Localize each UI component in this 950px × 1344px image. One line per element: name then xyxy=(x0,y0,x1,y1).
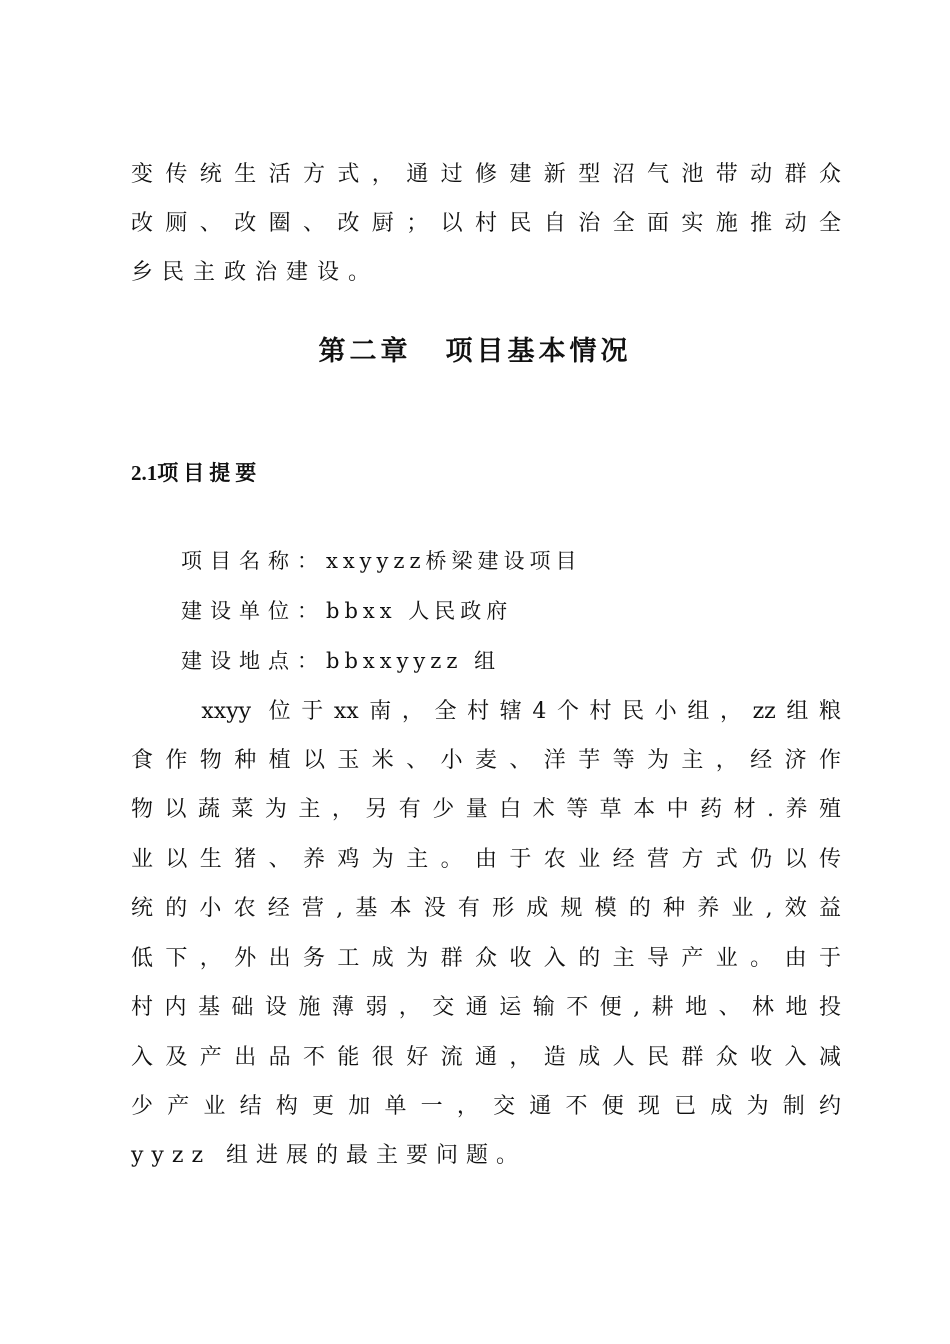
section-heading xyxy=(131,458,261,488)
paragraph-line: 物以蔬菜为主，另有少量白术等草本中药材.养殖 xyxy=(131,797,841,822)
info-value: xxyyzz桥梁建设项目 xyxy=(326,549,582,573)
section-number: 2.1 xyxy=(131,461,158,485)
paragraph-line: 少产业结构更加单一，交通不便现已成为制约 xyxy=(131,1094,841,1119)
info-value: bbxxyyzz 组 xyxy=(326,649,501,673)
construction-unit-row xyxy=(181,596,512,626)
paragraph-line: 食作物种植以玉米、小麦、洋芋等为主，经济作 xyxy=(131,748,841,773)
paragraph-line: yyzz 组进展的最主要问题。 xyxy=(131,1143,527,1168)
paragraph-line: 统的小农经营,基本没有形成规模的种养业,效益 xyxy=(131,896,841,921)
construction-site-row xyxy=(181,646,500,676)
chapter-number: 第二章 xyxy=(318,336,412,367)
paragraph-line: 村内基础设施薄弱，交通运输不便,耕地、林地投 xyxy=(131,995,841,1020)
info-value: bbxx 人民政府 xyxy=(326,599,513,623)
paragraph-line: 业以生猪、养鸡为主。由于农业经营方式仍以传 xyxy=(131,847,841,872)
paragraph-line: 入及产出品不能很好流通，造成人民群众收入减 xyxy=(131,1045,841,1070)
paragraph-line: 乡民主政治建设。 xyxy=(131,260,380,285)
paragraph-line: 变传统生活方式，通过修建新型沼气池带动群众 xyxy=(131,162,841,187)
paragraph-line: 改厕、改圈、改厨；以村民自治全面实施推动全 xyxy=(131,211,841,236)
section-title: 项目提要 xyxy=(157,461,262,485)
info-label: 建设地点： xyxy=(181,649,326,673)
chapter-heading xyxy=(0,334,950,370)
project-name-row xyxy=(181,546,582,576)
chapter-title: 项目基本情况 xyxy=(445,336,632,367)
paragraph-line: 低下，外出务工成为群众收入的主导产业。由于 xyxy=(131,946,841,971)
paragraph-line: xxyy 位于xx南，全村辖4个村民小组，zz组粮 xyxy=(131,699,841,724)
info-label: 建设单位： xyxy=(181,599,326,623)
info-label: 项目名称： xyxy=(181,549,326,573)
